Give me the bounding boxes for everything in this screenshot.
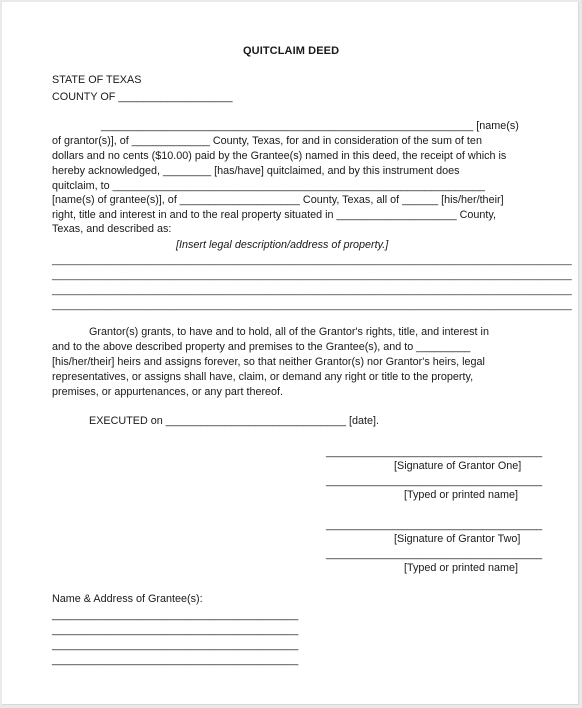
paragraph2-line: [his/her/their] heirs and assigns forever, so that neither Grantor(s) nor Grantor's heirs, legal: [52, 356, 485, 368]
paragraph2-line: premises, or appurtenances, or any part thereof.: [52, 386, 284, 398]
paragraph2-line: and to the above described property and premises to the Grantee(s), and to _________: [52, 341, 471, 353]
description-blank-line: _________________________________________________________________________________________: [52, 254, 572, 266]
grantee-blank-line: _________________________________________: [52, 639, 299, 651]
grantee-label: Name & Address of Grantee(s):: [52, 593, 203, 605]
paragraph1-line: [name(s) of grantee(s)], of ____________________ County, Texas, all of ______ [his/her/their]: [52, 194, 504, 206]
paragraph2-line: Grantor(s) grants, to have and to hold, all of the Grantor's rights, title, and interest in: [89, 326, 489, 338]
legal-description-placeholder: [Insert legal description/address of property.]: [176, 239, 389, 251]
description-blank-line: _________________________________________________________________________________________: [52, 299, 572, 311]
grantor-one-printed-label: [Typed or printed name]: [404, 489, 519, 501]
grantee-blank-line: _________________________________________: [52, 654, 299, 666]
paragraph2-line: representatives, or assigns shall have, claim, or demand any right or title to the property,: [52, 371, 474, 383]
document-page: [2, 2, 579, 705]
grantor-two-signature-label: [Signature of Grantor Two]: [394, 533, 521, 545]
signature-line: ____________________________________: [326, 548, 543, 560]
paragraph1-line: right, title and interest in and to the real property situated in ____________________ County,: [52, 209, 496, 221]
document-title: QUITCLAIM DEED: [243, 45, 340, 57]
grantee-blank-line: _________________________________________: [52, 609, 299, 621]
signature-line: ____________________________________: [326, 519, 543, 531]
paragraph1-line: quitclaim, to ______________________________________________________________: [52, 180, 485, 192]
grantor-one-signature-label: [Signature of Grantor One]: [394, 460, 522, 472]
county-line: COUNTY OF ___________________: [52, 91, 233, 103]
signature-line: ____________________________________: [326, 475, 543, 487]
paragraph1-line: Texas, and described as:: [52, 223, 172, 235]
executed-date-line: EXECUTED on ______________________________ [date].: [89, 415, 379, 427]
paragraph1-line: dollars and no cents ($10.00) paid by the Grantee(s) named in this deed, the receipt of which is: [52, 150, 507, 162]
grantee-blank-line: _________________________________________: [52, 624, 299, 636]
paragraph1-line: of grantor(s)], of _____________ County, Texas, for and in consideration of the sum of ten: [52, 135, 482, 147]
description-blank-line: _________________________________________________________________________________________: [52, 269, 572, 281]
grantor-two-printed-label: [Typed or printed name]: [404, 562, 519, 574]
grantor-name-line: ______________________________________________________________ [name(s): [101, 120, 519, 132]
description-blank-line: _________________________________________________________________________________________: [52, 284, 572, 296]
paragraph1-line: hereby acknowledged, ________ [has/have] quitclaimed, and by this instrument does: [52, 165, 460, 177]
state-line: STATE OF TEXAS: [52, 74, 142, 86]
signature-line: ____________________________________: [326, 446, 543, 458]
